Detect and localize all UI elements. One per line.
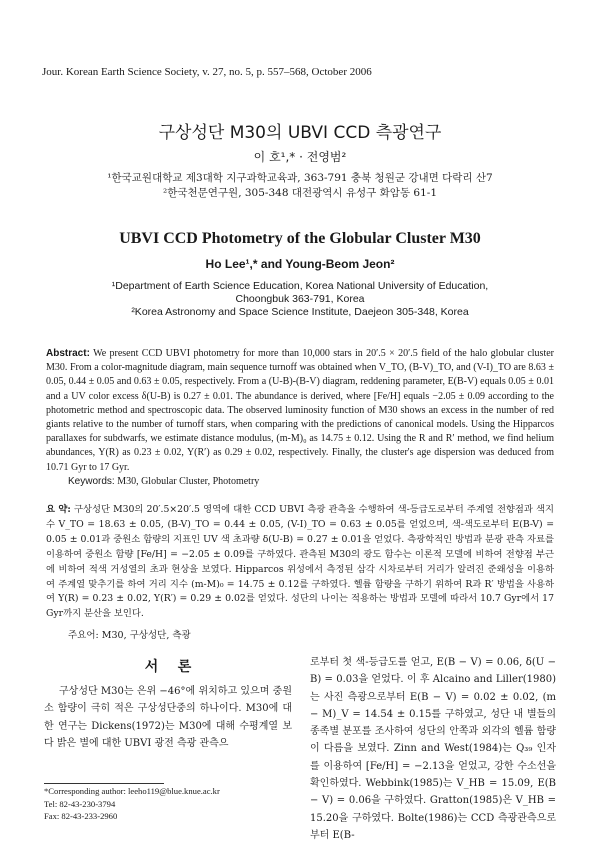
keywords-label: Keywords:: [68, 476, 115, 487]
english-authors: Ho Lee¹,* and Young-Beom Jeon²: [205, 257, 395, 271]
left-column-text: 구상성단 M30는 은위 −46°에 위치하고 있으며 중원소 함량이 극히 적은 구상성단중의 하나이다. M30에 대한 연구는 Dickens(1972)는 M30에 대해 수평계열 보다 밝은 별에 대한 UBVI 광전 측광 관측으: [44, 686, 292, 749]
korean-keywords-line: [68, 627, 554, 641]
abstract-text: We present CCD UBVI photometry for more than 10,000 stars in 20′.5 × 20′.5 field of the halo globular cluster M30. From a color-magnitude diagram, main sequence turnoff was obtained when V_TO, (B-V)_TO, and (V-I)_TO are 8.63 ± 0.05, 0.44 ± 0.05 and 0.63 ± 0.05, respectively. From a (U-B)-(B-V) diagram, reddening parameter, E(B-V) equals 0.05 ± 0.01 and a UV color excess δ(U-B) is 0.27 ± 0.01. The abundance is derived, where [Fe/H] equals −2.05 ± 0.09 according to the photometric method and spectroscopic data. The observed luminosity function of M30 shows an excess in the number of red giants relative to the number of turnoff stars, when comparing with the predictions of canonical models. Using the Hipparcos parallaxes for subdwarfs, we estimate distance modulus, (m-M)₀ as 14.75 ± 0.12. Using the R and R′ method, we find helium abundances, Y(R) as 0.23 ± 0.02, Y(R′) as 0.29 ± 0.02, respectively. Finally, the cluster's age dispersion was deduced from 10.71 Gyr to 17 Gyr.: [46, 348, 554, 473]
abstract-label: Abstract:: [46, 348, 90, 359]
section-heading: 서 론: [144, 659, 192, 675]
english-affiliation-1-line-2: Choongbuk 363-791, Korea: [235, 293, 365, 305]
keywords-text: M30, Globular Cluster, Photometry: [117, 476, 260, 487]
keywords-line: [68, 476, 554, 487]
footnote-corresponding: *Corresponding author: leeho119@blue.knue.ac.kr: [44, 786, 220, 796]
english-affiliation-1-line-1: ¹Department of Earth Science Education, Korea National University of Education,: [111, 280, 489, 292]
korean-affiliation-2: ²한국천문연구원, 305-348 대전광역시 유성구 화암동 61-1: [162, 187, 438, 199]
korean-abstract-text: 구상성단 M30의 20′.5×20′.5 영역에 대한 CCD UBVI 측광 관측을 수행하여 색-등급도로부터 주계열 전향점과 색지수 V_TO = 18.63 ± 0.05, (B-V)_TO = 0.44 ± 0.05, (V-I)_TO = 0.63 ± 0.05를 얻었으며, 색-색도로부터 E(B-V) = 0.05 ± 0.01과 중원소 함량의 지표인 UV 색 초과량 δ(U-B) = 0.27 ± 0.01을 얻었다. 측광학적인 방법과 분광 관측 자료를 이용하여 중원소 함량 [Fe/H] = −2.05 ± 0.09를 구하였다. 관측된 M30의 광도 함수는 이론적 모델에 비하여 전향점 부근에 비하여 적색 거성열의 초과 현상을 보였다. Hipparcos 위성에서 측정된 삼각 시차로부터 거리가 알려진 준왜성을 이용하여 주계열 맞추기를 하여 거리 지수 (m-M)₀ = 14.75 ± 0.12를 구하였다. 헬륨 함량을 구하기 위하여 R과 R′ 방법을 사용하여 Y(R) = 0.23 ± 0.02, Y(R′) = 0.29 ± 0.02를 얻었다. 성단의 나이는 적용하는 방법과 모델에 따라서 10.7 Gyr에서 17 Gyr까지 분산을 보인다.: [46, 504, 554, 620]
journal-reference: Jour. Korean Earth Science Society, v. 27, no. 5, p. 557–568, October 2006: [42, 66, 372, 78]
footnote-divider: [44, 783, 164, 784]
korean-title: 구상성단 M30의 UBVI CCD 측광연구: [158, 123, 442, 143]
korean-abstract-label: 요 약:: [46, 504, 71, 515]
footnote-tel: Tel: 82-43-230-3794: [44, 798, 116, 809]
korean-abstract: [46, 503, 554, 622]
korean-keywords-text: M30, 구상성단, 측광: [101, 630, 191, 641]
english-title: UBVI CCD Photometry of the Globular Cluster M30: [119, 230, 481, 247]
english-affiliation-2: ²Korea Astronomy and Space Science Institute, Daejeon 305-348, Korea: [131, 306, 469, 318]
right-column-text: 로부터 첫 색-등급도를 얻고, E(B − V) = 0.06, δ(U − B) = 0.03을 얻었다. 이 후 Alcaino and Liller(1980)는 사진 측광으로부터 E(B − V) = 0.02 ± 0.02, (m − M)_V = 14.54 ± 0.15를 구하였고, 성단 내 별들의 종족별 분포를 조사하여 성단의 안쪽과 외각의 헬륨 함량이 다름을 보였다. Zinn and West(1984)는 Q₃₉ 인자를 이용하여 [Fe/H] = −2.13을 얻었고, 강한 수소선을 확인하였다. Webbink(1985)는 V_HB = 15.09, E(B − V) = 0.06을 구하였다. Gratton(1985)은 V_HB = 15.20을 구하였다. Bolte(1986)는 CCD 측광관측으로부터 E(B-: [310, 657, 556, 841]
footnote-fax: Fax: 82-43-233-2960: [44, 811, 118, 821]
abstract: [46, 347, 554, 475]
korean-keywords-label: 주요어:: [68, 630, 99, 641]
korean-affiliation-1: ¹한국교원대학교 제3대학 지구과학교육과, 363-791 충북 청원군 강내면 다락리 산7: [107, 172, 493, 184]
footnote: [44, 785, 292, 823]
korean-authors: 이 호¹,* · 전영범²: [253, 150, 347, 164]
